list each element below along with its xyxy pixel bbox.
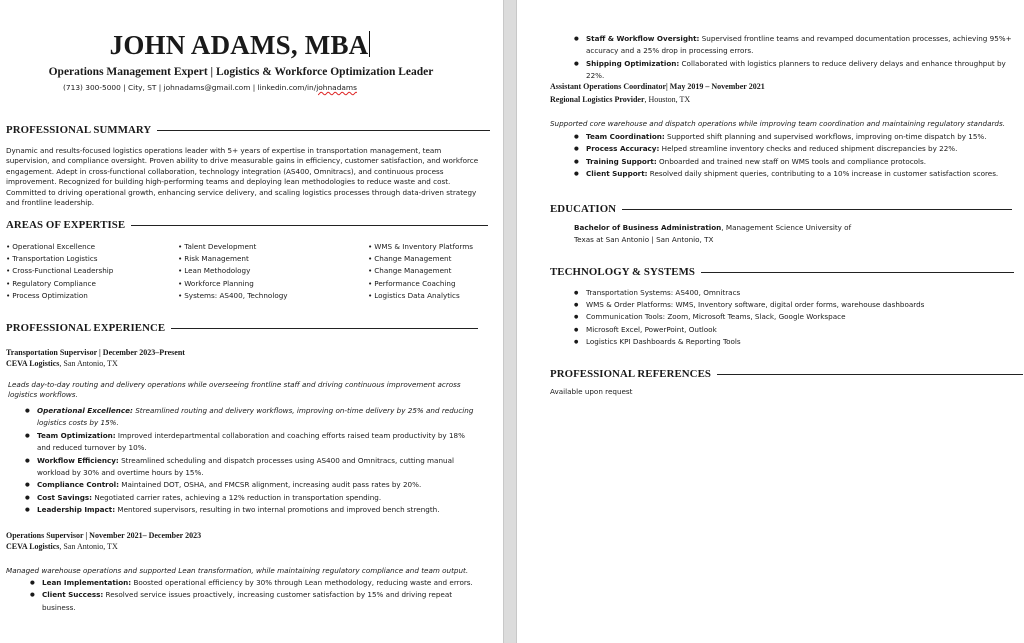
job2-company-name: CEVA Logistics [6, 542, 60, 551]
list-item: • Logistics Data Analytics [368, 290, 473, 302]
education-heading-text: EDUCATION [550, 203, 617, 215]
text-cursor [369, 31, 370, 57]
linkedin-handle: johnadams [316, 83, 357, 92]
list-item: • Talent Development [178, 241, 288, 253]
contact-details: (713) 300-5000 | City, ST | johnadams@gmail.com | linkedin.com/in/ [63, 83, 317, 92]
bullet-text: Streamlined routing and delivery workflows, improving on-time delivery by 25% and reducing logistics costs by 15%. [37, 406, 474, 428]
list-item: • Transportation Logistics [6, 253, 113, 265]
bullet-item [42, 589, 482, 614]
bullet-text: Mentored supervisors, resulting in two internal promotions and improved bench strength. [115, 505, 440, 515]
page-2 [517, 0, 1024, 643]
bullet-item [37, 492, 479, 504]
job1-bullets [37, 405, 479, 517]
bullet-item [37, 504, 479, 516]
summary-heading-text: PROFESSIONAL SUMMARY [6, 124, 152, 136]
education-entry [574, 222, 874, 246]
bullet-lead: Compliance Control: [37, 480, 119, 490]
bullet-item [586, 131, 1022, 143]
bullet-text: Supported shift planning and supervised workflows, improving on-time dispatch by 15%. [664, 132, 987, 141]
expertise-column-2 [178, 241, 288, 302]
job2-company [6, 542, 118, 551]
contact-line [0, 83, 420, 92]
technology-heading-text: TECHNOLOGY & SYSTEMS [550, 266, 695, 278]
bullet-lead: Team Coordination: [586, 132, 665, 141]
list-item: ● Microsoft Excel, PowerPoint, Outlook [586, 324, 1016, 336]
job3-location: , Houston, TX [644, 95, 691, 104]
bullet-lead: Client Support: [586, 169, 648, 179]
bullet-item [586, 143, 1022, 155]
bullet-item [586, 168, 1022, 180]
job1-title: Transportation Supervisor | December 2023–Present [6, 348, 185, 357]
job3-summary: Supported core warehouse and dispatch operations while improving team coordination and maintaining regulatory standards. [550, 119, 1006, 128]
bullet-item [586, 156, 1022, 168]
resume-tagline: Operations Management Expert | Logistics & Workforce Optimization Leader [48, 66, 434, 78]
bullet-item [586, 33, 1022, 58]
experience-heading [6, 322, 478, 334]
bullet-text: Onboarded and trained new staff on WMS tools and compliance protocols. [656, 156, 927, 166]
job2-title: Operations Supervisor | November 2021– December 2023 [6, 531, 202, 540]
list-item: • Operational Excellence [6, 241, 113, 253]
list-item: • Workforce Planning [178, 278, 288, 290]
references-heading [550, 368, 1023, 380]
expertise-rule [131, 225, 488, 226]
bullet-lead: Workflow Efficiency: [37, 455, 119, 465]
job2-bullets-continued [586, 33, 1022, 83]
bullet-text: Supervised frontline teams and revamped documentation processes, achieving 95%+ accuracy and a 25% drop in processing errors. [586, 34, 1012, 56]
bullet-text: Resolved daily shipment queries, contributing to a 10% increase in customer satisfaction scores. [647, 169, 999, 179]
bullet-text: Improved interdepartmental collaboration and coaching efforts raised team productivity by 18% and reduced turnover by 10%. [37, 430, 465, 453]
bullet-text: Streamlined scheduling and dispatch processes using AS400 and Omnitracs, cutting manual workload by 30% and overtime hours by 15%. [37, 455, 454, 478]
list-item: ● WMS & Order Platforms: WMS, Inventory software, digital order forms, warehouse dashboards [586, 299, 1016, 311]
summary-heading [6, 124, 490, 136]
bullet-item [42, 577, 482, 589]
job3-bullets [586, 131, 1022, 181]
job1-summary: Leads day-to-day routing and delivery operations while overseeing frontline staff and driving continuous improvement across logistics workflows. [8, 380, 461, 400]
summary-rule [157, 130, 490, 131]
bullet-lead: Team Optimization: [37, 430, 116, 440]
job3-company-name: Regional Logistics Provider [550, 95, 645, 104]
bullet-text: Negotiated carrier rates, achieving a 12% reduction in transportation spending. [92, 492, 382, 502]
job1-company-name: CEVA Logistics [6, 359, 60, 368]
bullet-lead: Process Accuracy: [586, 144, 660, 154]
list-item: ● Logistics KPI Dashboards & Reporting Tools [586, 336, 1016, 348]
technology-list [586, 287, 1016, 348]
job3-company [550, 95, 690, 104]
list-item: • Systems: AS400, Technology [178, 290, 288, 302]
education-heading [550, 203, 1012, 215]
page-1 [0, 0, 503, 643]
school-location: Texas at San Antonio | San Antonio, TX [574, 235, 714, 244]
bullet-text: Resolved service issues proactively, increasing customer satisfaction by 15% and driving repeat business. [42, 590, 453, 612]
list-item: • Performance Coaching [368, 278, 473, 290]
bullet-lead: Training Support: [586, 156, 657, 166]
list-item: ● Transportation Systems: AS400, Omnitracs [586, 287, 1016, 299]
job1-location: , San Antonio, TX [59, 359, 118, 368]
list-item: • Process Optimization [6, 290, 113, 302]
education-rule [622, 209, 1012, 210]
bullet-item [37, 479, 479, 491]
bullet-lead: Leadership Impact: [37, 505, 116, 515]
technology-heading [550, 266, 1014, 278]
experience-rule [171, 328, 478, 329]
resume-name [0, 30, 480, 61]
bullet-lead: Client Success: [42, 590, 104, 600]
bullet-text: Helped streamline inventory checks and reduced shipment discrepancies by 22%. [659, 144, 958, 154]
bullet-item [37, 455, 479, 480]
bullet-lead: Lean Implementation: [42, 578, 132, 587]
list-item: • Regulatory Compliance [6, 278, 113, 290]
list-item: • Risk Management [178, 253, 288, 265]
bullet-text: Boosted operational efficiency by 30% through Lean methodology, reducing waste and errors. [131, 578, 473, 587]
job2-location: , San Antonio, TX [59, 542, 118, 551]
name-text: JOHN ADAMS, MBA [109, 30, 369, 60]
technology-rule [701, 272, 1014, 273]
bullet-item [37, 405, 479, 430]
list-item: • Cross-Functional Leadership [6, 265, 113, 277]
job1-company [6, 359, 118, 368]
bullet-text: Maintained DOT, OSHA, and FMCSR alignment, increasing audit pass rates by 20%. [118, 480, 422, 490]
bullet-item [37, 430, 479, 455]
bullet-lead: Shipping Optimization: [586, 58, 680, 68]
expertise-heading-text: AREAS OF EXPERTISE [6, 219, 126, 231]
list-item: ● Communication Tools: Zoom, Microsoft Teams, Slack, Google Workspace [586, 311, 1016, 323]
bullet-text: Collaborated with logistics planners to reduce delivery delays and enhance throughput by 22%. [586, 58, 1006, 81]
degree-name: Bachelor of Business Administration [574, 223, 722, 232]
references-text: Available upon request [550, 387, 633, 396]
job2-summary: Managed warehouse operations and supported Lean transformation, while maintaining regulatory compliance and team output. [6, 566, 469, 575]
references-heading-text: PROFESSIONAL REFERENCES [550, 368, 711, 380]
expertise-heading [6, 219, 488, 231]
list-item: • WMS & Inventory Platforms [368, 241, 473, 253]
job3-title: Assistant Operations Coordinator| May 2019 – November 2021 [550, 82, 765, 91]
bullet-lead: Staff & Workflow Oversight: [586, 34, 700, 43]
expertise-column-3 [368, 241, 473, 302]
bullet-item [586, 58, 1022, 83]
experience-heading-text: PROFESSIONAL EXPERIENCE [6, 322, 166, 334]
references-rule [717, 374, 1023, 375]
list-item: • Change Management [368, 265, 473, 277]
bullet-lead: Cost Savings: [37, 492, 93, 502]
expertise-column-1 [6, 241, 113, 302]
bullet-lead: Operational Excellence: [37, 406, 133, 415]
page-gutter [503, 0, 517, 643]
list-item: • Lean Methodology [178, 265, 288, 277]
list-item: • Change Management [368, 253, 473, 265]
degree-detail: , Management Science University of [721, 223, 852, 232]
summary-text: Dynamic and results-focused logistics operations leader with 5+ years of expertise in transportation management, team supervision, and compliance oversight. Proven ability to drive measurable gains in efficiency, customer satisfaction, and workforce engagement. Adept in cross-functional collaboration, technology integration (AS400, Omnitracs), and continuous process improvement. Recognized for building high-performing teams and deploying lean methodologies to reduce waste and cost. Committed to driving operational growth, enhancing service delivery, and scaling logistics processes through data-driven strategy and frontline leadership. [6, 146, 479, 208]
job2-bullets [42, 577, 482, 614]
